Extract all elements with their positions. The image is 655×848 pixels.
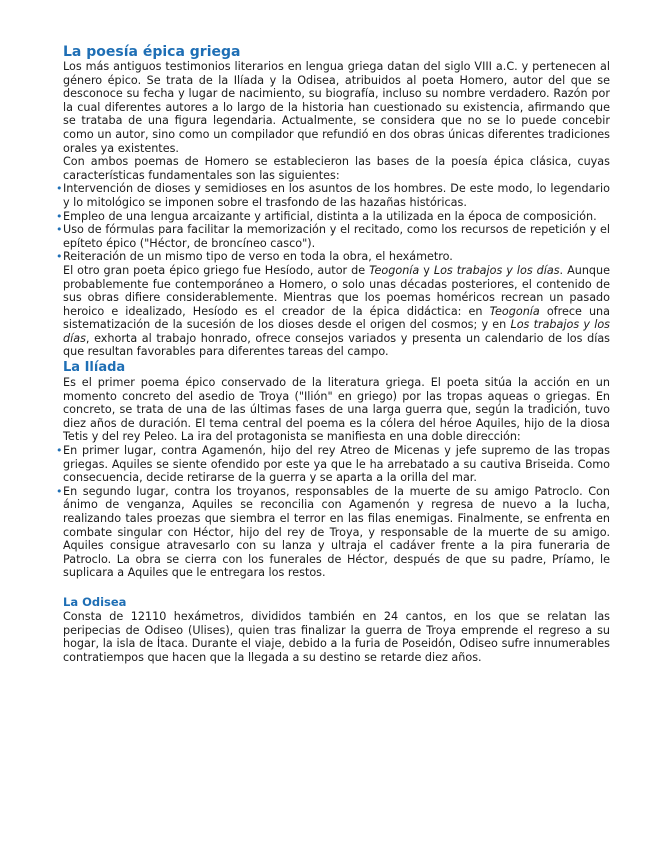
iliada-intro-paragraph: Es el primer poema épico conservado de la literatura griega. El poeta sitúa la acción en un momento concreto del asedio de Troya ("Ilión" en griego) por las tropas aqueas o griegas. En concreto, se trata de una de las últimas fases de una larga guerra que, según la tradición, tuvo diez años de duración. El tema central del poema es la cólera del héroe Aquiles, hijo de la diosa Tetis y del rey Peleo. La ira del protagonista se manifiesta en una doble dirección:	[63, 376, 610, 444]
bullet-icon: •	[56, 182, 63, 196]
section-title-iliada: La Ilíada	[63, 360, 126, 376]
section-title-odisea: La Odisea	[63, 594, 127, 609]
epica-characteristics-list	[56, 182, 610, 264]
hesiod-text: , exhorta al trabajo honrado, ofrece consejos variados y presenta un calendario de los días que resultan favorables para diferentes tareas del campo.	[63, 331, 610, 359]
epica-lead-paragraph: Con ambos poemas de Homero se establecieron las bases de la poesía épica clásica, cuyas características fundamentales son las siguientes:	[63, 155, 610, 182]
hesiod-paragraph	[63, 264, 610, 359]
epica-intro-paragraph: Los más antiguos testimonios literarios en lengua griega datan del siglo VIII a.C. y pertenecen al género épico. Se trata de la Ilíada y la Odisea, atribuidos al poeta Homero, autor del que se desconoce su fecha y lugar de nacimiento, su biografía, incluso su nombre verdadero. Razón por la cual diferentes autores a lo largo de la historia han cuestionado su existencia, afirmando que se trataba de una figura legendaria. Actualmente, se considera que no se lo puede concebir como un autor, sino como un compilador que refundió en dos obras únicas diferentes tradiciones orales ya existentes.	[63, 60, 610, 155]
list-item-text: En primer lugar, contra Agamenón, hijo del rey Atreo de Micenas y jefe supremo de las tropas griegas. Aquiles se siente ofendido por este ya que le ha arrebatado a su cautiva Briseida. Como consecuencia, decide retirarse de la guerra y se aparta a la orilla del mar.	[63, 444, 610, 485]
list-item	[56, 444, 610, 485]
list-item-text: Reiteración de un mismo tipo de verso en toda la obra, el hexámetro.	[63, 250, 453, 264]
bullet-icon: •	[56, 444, 63, 458]
list-item-text: En segundo lugar, contra los troyanos, responsables de la muerte de su amigo Patroclo. Con ánimo de venganza, Aquiles se reconcilia con Agamenón y regresa de nuevo a la lucha, realizando tales proezas que siembra el terror en las filas enemigas. Finalmente, se enfrenta en combate singular con Héctor, hijo del rey de Troya, y responsable de la muerte de su amigo. Aquiles consigue atravesarlo con su lanza y ultraja el cadáver frente a la pira funeraria de Patroclo. La obra se cierra con los funerales de Héctor, después de que su padre, Príamo, le suplicara a Aquiles que le entregara los restos.	[63, 484, 610, 580]
odisea-intro-paragraph: Consta de 12110 hexámetros, divididos también en 24 cantos, en los que se relatan las peripecias de Odiseo (Ulises), quien tras finalizar la guerra de Troya emprende el regreso a su hogar, la isla de Ítaca. Durante el viaje, debido a la furia de Poseidón, Odiseo sufre innumerables contratiempos que hacen que la llegada a su destino se retarde diez años.	[63, 609, 610, 664]
hesiod-text: y	[419, 263, 434, 277]
hesiod-text: El otro gran poeta épico griego fue Hesíodo, autor de	[63, 263, 370, 277]
work-title-trabajos: Los trabajos y los días	[63, 318, 610, 345]
list-item	[56, 182, 610, 209]
list-item-text: Intervención de dioses y semidioses en los asuntos de los hombres. De este modo, lo legendario y lo mitológico se imponen sobre el trasfondo de las hazañas históricas.	[63, 182, 610, 209]
section-title-epica-griega: La poesía épica griega	[63, 44, 241, 60]
list-item-text: Uso de fórmulas para facilitar la memorización y el recitado, como los recursos de repetición y el epíteto épico ("Héctor, de broncíneo casco").	[63, 223, 610, 250]
bullet-icon: •	[56, 209, 63, 223]
hesiod-text: . Aunque probablemente fue contemporáneo a Homero, o solo unas décadas posteriores, el contenido de sus obras difiere considerablemente. Mientras que los poemas homéricos recrean un pasado heroico e idealizado, Hesíodo es el creador de la épica didáctica: en	[63, 263, 610, 318]
document-page	[56, 44, 611, 664]
list-item	[56, 484, 610, 580]
hesiod-text: ofrece una sistematización de la sucesión de los dioses desde el origen del cosmos; y en	[63, 304, 611, 332]
bullet-icon: •	[56, 484, 63, 498]
bullet-icon: •	[56, 250, 63, 264]
list-item	[56, 209, 610, 224]
bullet-icon: •	[56, 223, 63, 237]
list-item-text: Empleo de una lengua arcaizante y artificial, distinta a la utilizada en la época de composición.	[63, 209, 597, 223]
work-title-teogonia: Teogonía	[369, 263, 420, 277]
list-item	[56, 223, 610, 250]
work-title-teogonia: Teogonía	[489, 304, 540, 318]
list-item	[56, 250, 610, 264]
iliada-ira-list	[56, 444, 610, 580]
work-title-trabajos: Los trabajos y los días	[433, 263, 560, 277]
